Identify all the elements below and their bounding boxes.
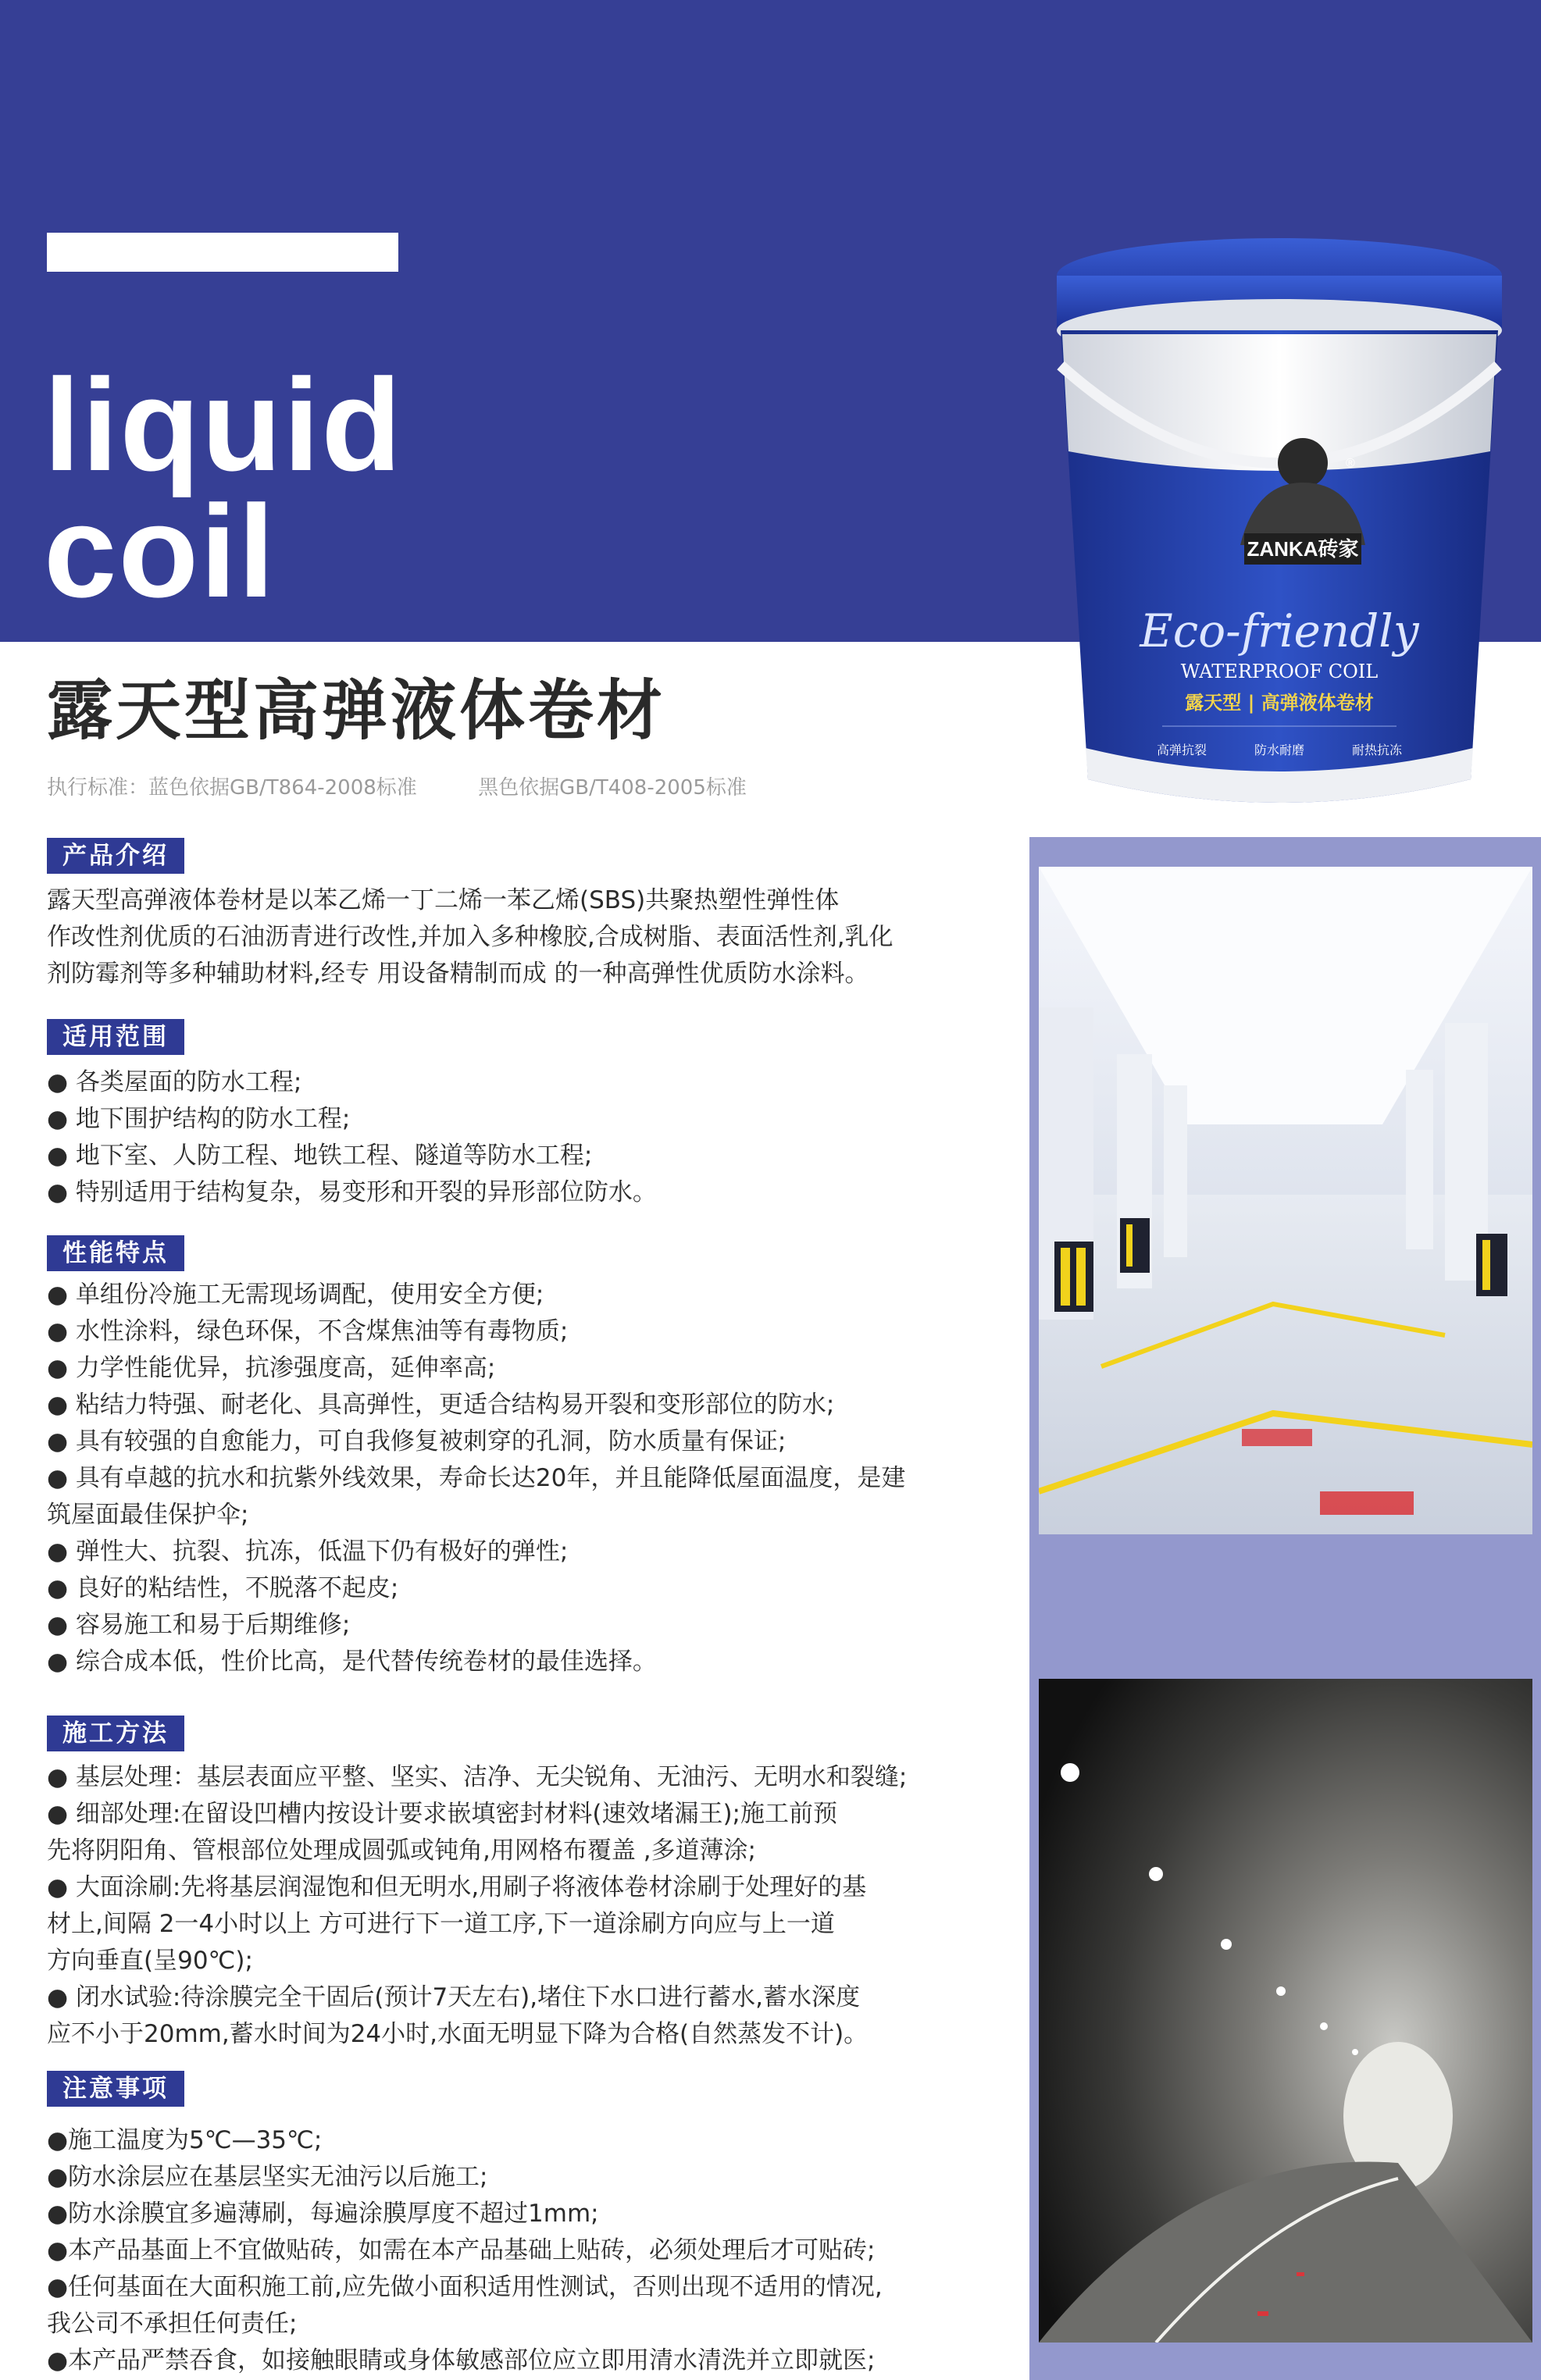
section-label-notes: 注意事项: [47, 2071, 184, 2107]
standard-black: 黑色依据GB/T408-2005标准: [478, 776, 747, 800]
list-item: 我公司不承担任何责任;: [47, 2310, 298, 2338]
list-item: 应不小于20mm,蓄水时间为24小时,水面无明显下降为合格(自然蒸发不计)。: [47, 2020, 869, 2048]
list-item: ●防水涂层应在基层坚实无油污以后施工;: [47, 2163, 488, 2191]
list-item: ● 容易施工和易于后期维修;: [47, 1611, 351, 1639]
list-item: ●本产品基面上不宜做贴砖，如需在本产品基础上贴砖，必须处理后才可贴砖;: [47, 2236, 876, 2264]
list-item: ● 粘结力特强、耐老化、具高弹性，更适合结构易开裂和变形部位的防水;: [47, 1391, 835, 1419]
parking-garage-photo: [1039, 867, 1532, 1534]
hero-title-line-2: coil: [44, 478, 276, 625]
list-item: 材上,间隔 2一4小时以上 方可进行下一道工序,下一道涂刷方向应与上一道: [47, 1910, 835, 1938]
list-item: ● 弹性大、抗裂、抗冻，低温下仍有极好的弹性;: [47, 1537, 569, 1566]
intro-line: 作改性剂优质的石油沥青进行改性,并加入多种橡胶,合成树脂、表面活性剂,乳化: [47, 923, 894, 951]
method-list: [47, 1759, 996, 2053]
list-item: ●防水涂膜宜多遍薄刷，每遍涂膜厚度不超过1mm;: [47, 2200, 599, 2228]
standards-line: [47, 771, 801, 800]
list-item: ● 地下围护结构的防水工程;: [47, 1105, 351, 1133]
intro-line: 剂防霉剂等多种辅助材料,经专 用设备精制而成 的一种高弹性优质防水涂料。: [47, 960, 869, 988]
section-label-intro: 产品介绍: [47, 838, 184, 874]
bucket-product-cn: 露天型 | 高弹液体卷材: [1185, 692, 1374, 714]
product-bucket-image: [1045, 233, 1514, 828]
bucket-feature-2: 防水耐磨: [1254, 743, 1305, 757]
list-item: ● 各类屋面的防水工程;: [47, 1068, 302, 1096]
hero-title-line-1: liquid: [44, 351, 403, 498]
list-item: ● 综合成本低，性价比高，是代替传统卷材的最佳选择。: [47, 1648, 657, 1676]
features-list: [47, 1277, 996, 1680]
list-item: 先将阴阳角、管根部位处理成圆弧或钝角,用网格布覆盖 ,多道薄涂;: [47, 1837, 757, 1865]
list-item: ● 具有卓越的抗水和抗紫外线效果，寿命长达20年，并且能降低屋面温度，是建: [47, 1464, 906, 1492]
bucket-brand-text: ZANKA砖家: [1247, 537, 1359, 561]
tunnel-photo: [1039, 1679, 1532, 2343]
section-label-method: 施工方法: [47, 1716, 184, 1751]
list-item: ● 地下室、人防工程、地铁工程、隧道等防水工程;: [47, 1142, 593, 1170]
svg-text:®: ®: [1346, 457, 1355, 470]
list-item: ● 良好的粘结性，不脱落不起皮;: [47, 1574, 399, 1602]
bucket-product-en: WATERPROOF COIL: [1180, 661, 1379, 682]
bucket-tagline: Eco-friendly: [1140, 604, 1419, 657]
bucket-feature-3: 耐热抗冻: [1351, 743, 1403, 757]
list-item: ● 力学性能优异，抗渗强度高，延伸率高;: [47, 1354, 496, 1382]
list-item: ● 基层处理：基层表面应平整、坚实、洁净、无尖锐角、无油污、无明水和裂缝;: [47, 1763, 908, 1791]
decorative-bar: [47, 233, 398, 272]
notes-list: [47, 2122, 996, 2379]
list-item: ● 具有较强的自愈能力，可自我修复被刺穿的孔洞，防水质量有保证;: [47, 1427, 787, 1455]
standard-blue: 执行标准：蓝色依据GB/T864-2008标准: [47, 776, 417, 800]
list-item: ●施工温度为5℃—35℃;: [47, 2126, 323, 2154]
list-item: ● 水性涂料，绿色环保，不含煤焦油等有毒物质;: [47, 1317, 569, 1345]
list-item: 筑屋面最佳保护伞;: [47, 1501, 249, 1529]
section-label-scope: 适用范围: [47, 1019, 184, 1055]
list-item: 方向垂直(呈90℃);: [47, 1947, 253, 1975]
list-item: ●本产品严禁吞食，如接触眼睛或身体敏感部位应立即用清水清洗并立即就医;: [47, 2346, 876, 2375]
list-item: ● 单组份冷施工无需现场调配，使用安全方便;: [47, 1281, 544, 1309]
list-item: ● 大面涂刷:先将基层润湿饱和但无明水,用刷子将液体卷材涂刷于处理好的基: [47, 1873, 867, 1901]
list-item: ● 闭水试验:待涂膜完全干固后(预计7天左右),堵住下水口进行蓄水,蓄水深度: [47, 1983, 860, 2011]
scope-list: [47, 1064, 996, 1211]
list-item: ●任何基面在大面积施工前,应先做小面积适用性测试，否则出现不适用的情况,: [47, 2273, 883, 2301]
intro-text: [47, 882, 996, 992]
bucket-feature-1: 高弹抗裂: [1156, 743, 1207, 757]
list-item: ● 细部处理:在留设凹槽内按设计要求嵌填密封材料(速效堵漏王);施工前预: [47, 1800, 837, 1828]
section-label-features: 性能特点: [47, 1235, 184, 1271]
product-title: 露天型高弹液体卷材: [47, 672, 666, 749]
list-item: ● 特别适用于结构复杂，易变形和开裂的异形部位防水。: [47, 1178, 657, 1206]
intro-line: 露天型高弹液体卷材是以苯乙烯一丁二烯一苯乙烯(SBS)共聚热塑性弹性体: [47, 886, 840, 914]
